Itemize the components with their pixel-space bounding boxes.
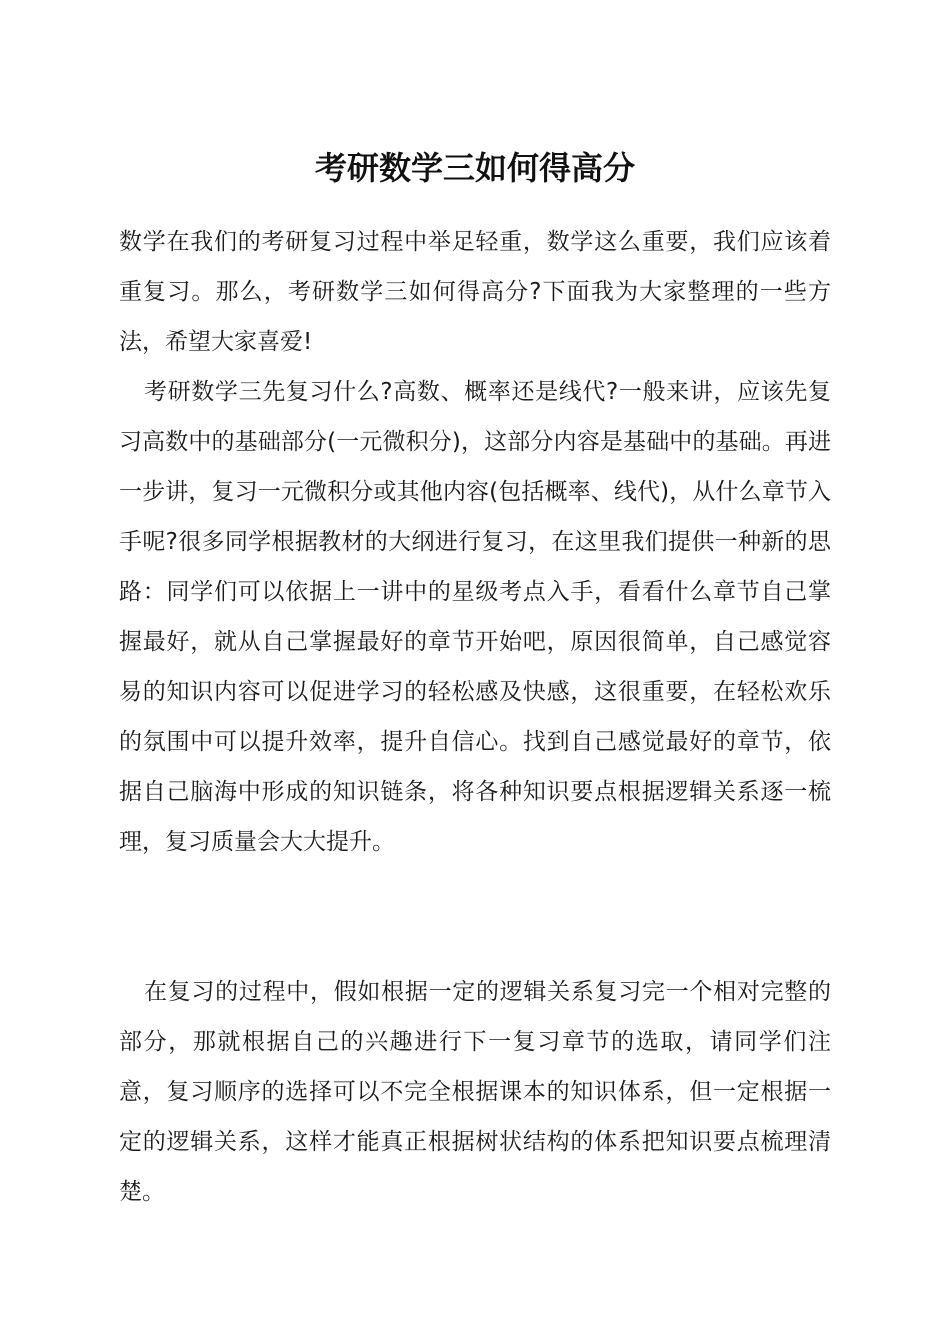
document-title: 考研数学三如何得高分 xyxy=(314,149,635,187)
paragraph-intro: 数学在我们的考研复习过程中举足轻重，数学这么重要，我们应该着重复习。那么，考研数学三如何得高分?下面我为大家整理的一些方法，希望大家喜爱! xyxy=(119,229,831,355)
paragraph-review-process: 在复习的过程中，假如根据一定的逻辑关系复习完一个相对完整的部分，那就根据自己的兴趣进行下一复习章节的选取，请同学们注意，复习顺序的选择可以不完全根据课本的知识体系，但一定根据一定的逻辑关系，这样才能真正根据树状结构的体系把知识要点梳理清楚。 xyxy=(119,979,831,1205)
paragraph-review-order: 考研数学三先复习什么?高数、概率还是线代?一般来讲，应该先复习高数中的基础部分(一元微积分)，这部分内容是基础中的基础。再进一步讲，复习一元微积分或其他内容(包括概率、线代)，从什么章节入手呢?很多同学根据教材的大纲进行复习，在这里我们提供一种新的思路：同学们可以依据上一讲中的星级考点入手，看看什么章节自己掌握最好，就从自己掌握最好的章节开始吧，原因很简单，自己感觉容易的知识内容可以促进学习的轻松感及快感，这很重要，在轻松欢乐的氛围中可以提升效率，提升自信心。找到自己感觉最好的章节，依据自己脑海中形成的知识链条，将各种知识要点根据逻辑关系逐一梳理，复习质量会大大提升。 xyxy=(119,379,831,855)
